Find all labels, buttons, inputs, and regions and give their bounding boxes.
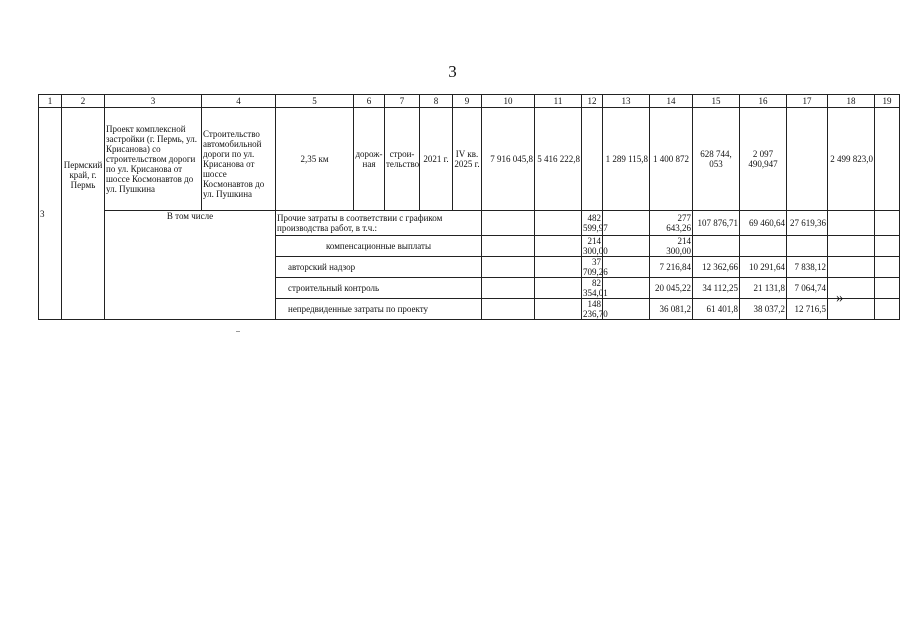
col-header: 5 xyxy=(276,95,354,108)
sub-row-label: строительный контроль xyxy=(276,278,482,299)
closing-quote: » xyxy=(836,290,844,306)
length-cell: 2,35 км xyxy=(276,108,354,211)
empty-cell xyxy=(482,257,535,278)
col15-cell: 628 744, 053 xyxy=(693,108,740,211)
sub-row-col15: 21 131,8 xyxy=(740,278,787,299)
sub-row-col13: 20 045,22 xyxy=(650,278,693,299)
scan-mark xyxy=(236,331,240,332)
empty-cell xyxy=(603,299,650,320)
empty-cell xyxy=(482,278,535,299)
col18-cell: 2 499 823,0 xyxy=(828,108,875,211)
col-header: 17 xyxy=(787,95,828,108)
sub-row-col14: 34 112,25 xyxy=(693,278,740,299)
sub-row xyxy=(39,211,900,236)
work-type-cell: строи-тельство xyxy=(385,108,420,211)
col19-cell xyxy=(875,108,900,211)
col-header: 8 xyxy=(420,95,453,108)
col-header: 7 xyxy=(385,95,420,108)
empty-cell xyxy=(875,278,900,299)
sub-row-col13: 7 216,84 xyxy=(650,257,693,278)
sub-row-col13: 36 081,2 xyxy=(650,299,693,320)
empty-cell xyxy=(535,211,582,236)
sub-row-col11: 482 599,97 xyxy=(582,211,603,236)
sub-row-col11: 148 236,70 xyxy=(583,299,608,319)
empty-cell xyxy=(875,236,900,257)
sub-row-col16: 12 716,5 xyxy=(787,299,828,320)
col-header: 10 xyxy=(482,95,535,108)
col-header: 15 xyxy=(693,95,740,108)
empty-cell xyxy=(482,299,535,320)
sub-row-col16: 7 064,74 xyxy=(787,278,828,299)
main-row xyxy=(39,108,900,211)
col-header: 4 xyxy=(202,95,276,108)
col17-cell xyxy=(787,108,828,211)
empty-cell xyxy=(603,257,650,278)
sub-row-col14 xyxy=(693,236,740,257)
total-cost-cell: 7 916 045,8 xyxy=(482,108,535,211)
sub-row-col15: 69 460,64 xyxy=(740,211,787,236)
column-numbers-row xyxy=(39,95,900,108)
row-number: 3 xyxy=(39,108,62,320)
sub-row-col16: 27 619,36 xyxy=(787,211,828,236)
col14-cell: 1 400 872 xyxy=(650,108,693,211)
sub-row-col15: 10 291,64 xyxy=(740,257,787,278)
empty-cell xyxy=(828,299,875,320)
col11-cell: 5 416 222,8 xyxy=(535,108,582,211)
col-header: 13 xyxy=(603,95,650,108)
empty-cell xyxy=(875,211,900,236)
type-cell: дорож-ная xyxy=(354,108,385,211)
sub-row-col15 xyxy=(740,236,787,257)
empty-cell xyxy=(828,236,875,257)
col-header: 9 xyxy=(453,95,482,108)
empty-cell xyxy=(603,278,650,299)
sub-row-col13: 214 300,00 xyxy=(650,236,693,257)
page-number: 3 xyxy=(448,62,457,81)
sub-row-label: Прочие затраты в соответствии с графиком производства работ, в т.ч.: xyxy=(276,211,482,236)
col12-cell xyxy=(582,108,603,211)
start-year-cell: 2021 г. xyxy=(420,108,453,211)
sub-row-label: непредвиденные затраты по проекту xyxy=(276,299,482,320)
sub-row-label: компенсационные выплаты xyxy=(276,236,482,257)
sub-row-col16 xyxy=(787,236,828,257)
region-cell: Пермский край, г. Пермь xyxy=(62,108,105,320)
empty-cell xyxy=(828,278,875,299)
empty-cell xyxy=(828,257,875,278)
col-header: 12 xyxy=(582,95,603,108)
financing-table xyxy=(38,94,900,320)
empty-cell xyxy=(535,299,582,320)
project-name-cell: Проект комплексной застройки (г. Пермь, ул. Крисанова) со строительством дороги по ул. Крисанова от шоссе Космонавтов до ул. Пушкина xyxy=(105,108,202,211)
col-header: 18 xyxy=(828,95,875,108)
sub-row-col14: 12 362,66 xyxy=(693,257,740,278)
empty-cell xyxy=(603,236,650,257)
col-header: 1 xyxy=(39,95,62,108)
including-label: В том числе xyxy=(105,211,276,320)
empty-cell xyxy=(875,299,900,320)
col-header: 3 xyxy=(105,95,202,108)
end-date-cell: IV кв. 2025 г. xyxy=(453,108,482,211)
sub-row-col16: 7 838,12 xyxy=(787,257,828,278)
col-header: 19 xyxy=(875,95,900,108)
empty-cell xyxy=(828,211,875,236)
sub-row-col13: 277 643,26 xyxy=(650,211,693,236)
sub-row-col11: 82 354,01 xyxy=(583,278,608,298)
col16-cell: 2 097 490,947 xyxy=(740,108,787,211)
col-header: 11 xyxy=(535,95,582,108)
sub-row-col14: 61 401,8 xyxy=(693,299,740,320)
col-header: 14 xyxy=(650,95,693,108)
empty-cell xyxy=(482,236,535,257)
sub-row-label: авторский надзор xyxy=(276,257,482,278)
empty-cell xyxy=(603,211,650,236)
object-name-cell: Строительство автомобильной дороги по ул. Крисанова от шоссе Космонавтов до ул. Пушкина xyxy=(202,108,276,211)
empty-cell xyxy=(535,236,582,257)
sub-row-col11: 214 300,00 xyxy=(583,236,608,256)
empty-cell xyxy=(535,278,582,299)
empty-cell xyxy=(535,257,582,278)
col-header: 2 xyxy=(62,95,105,108)
sub-row-col15: 38 037,2 xyxy=(740,299,787,320)
empty-cell xyxy=(875,257,900,278)
sub-row-col11: 37 709,26 xyxy=(583,257,608,277)
empty-cell xyxy=(482,211,535,236)
col-header: 16 xyxy=(740,95,787,108)
col-header: 6 xyxy=(354,95,385,108)
col13-cell: 1 289 115,8 xyxy=(603,108,650,211)
sub-row-col14: 107 876,71 xyxy=(693,211,740,236)
